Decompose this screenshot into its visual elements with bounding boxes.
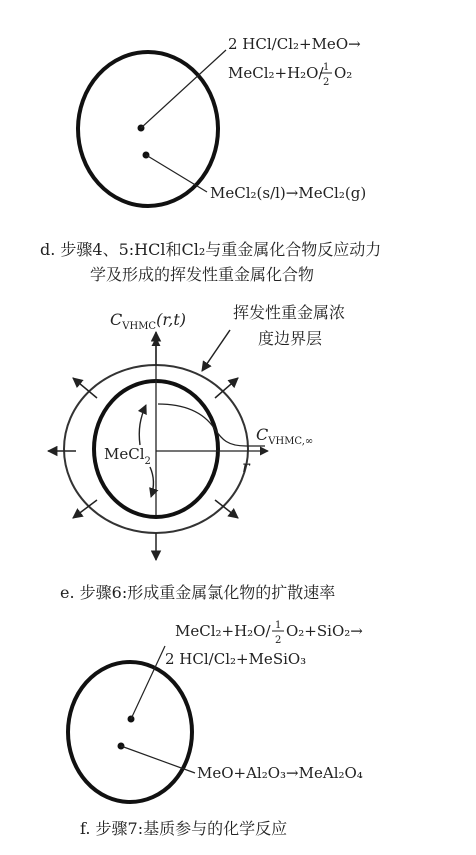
caption-d-line2: 学及形成的挥发性重金属化合物 (90, 265, 315, 284)
equation-d1-line2b: O₂ (334, 64, 353, 82)
species-label: MeCl$_2$ (104, 445, 151, 467)
caption-f: f. 步骤7:基质参与的化学反应 (80, 819, 288, 838)
boundary-layer-label-line2: 度边界层 (258, 329, 323, 348)
panel-d (40, 35, 381, 284)
equation-d2: MeCl₂(s/l)→MeCl₂(g) (210, 184, 367, 202)
leader-line-f1 (131, 646, 165, 719)
fraction-denominator-d: 2 (323, 77, 330, 88)
equation-f1-line1a: MeCl₂+H₂O/ (175, 622, 271, 640)
inner-arrow-up (139, 405, 146, 445)
equation-f1-line2: 2 HCl/Cl₂+MeSiO₃ (165, 650, 307, 668)
boundary-label-pointer (202, 330, 230, 371)
equation-f2: MeO+Al₂O₃→MeAl₂O₄ (197, 764, 363, 782)
equation-f1-line1b: O₂+SiO₂→ (286, 622, 363, 640)
inner-arrow-down (150, 467, 154, 497)
equation-d1-line2a: MeCl₂+H₂O/ (228, 64, 324, 82)
particle-circle-f (68, 662, 192, 802)
leader-line-d2 (146, 155, 207, 192)
concentration-profile-curve (158, 404, 265, 446)
caption-d-line1: d. 步骤4、5:HCl和Cl₂与重金属化合物反应动力 (40, 240, 382, 259)
panel-f (68, 620, 363, 838)
fraction-numerator-d: 1 (323, 62, 330, 73)
caption-e: e. 步骤6:形成重金属氯化物的扩散速率 (60, 583, 336, 602)
equation-d1-line1: 2 HCl/Cl₂+MeO→ (228, 35, 361, 53)
fraction-numerator-f: 1 (275, 620, 282, 631)
particle-circle-d (78, 52, 218, 206)
radius-axis-label: r (242, 457, 250, 476)
panel-e (48, 303, 345, 602)
leader-line-f2 (121, 746, 195, 773)
boundary-layer-label-line1: 挥发性重金属浓 (233, 303, 346, 322)
fraction-denominator-f: 2 (275, 635, 282, 646)
bulk-concentration-label: $C_{VHMC,\infty}$ (256, 425, 314, 447)
concentration-label: $C_{VHMC}(r,t)$ (110, 310, 186, 332)
